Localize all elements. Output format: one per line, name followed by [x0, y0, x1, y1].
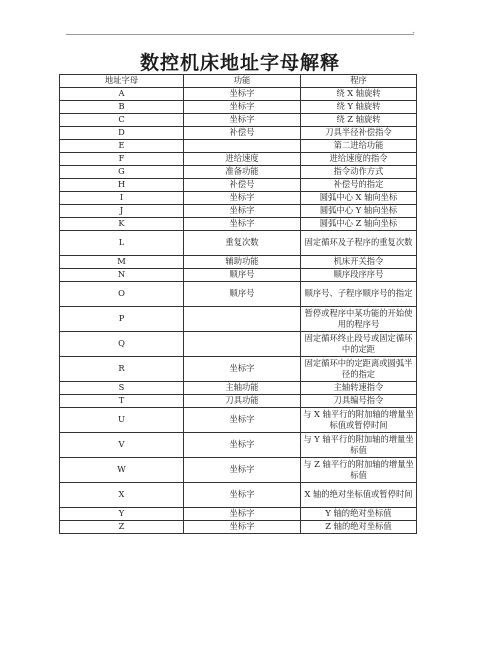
program-cell: 圆弧中心 Y 轴向坐标 — [301, 205, 417, 218]
letter-cell: I — [60, 192, 184, 205]
function-cell: 坐标字 — [184, 114, 301, 127]
program-cell: 绕 X 轴旋转 — [301, 88, 417, 101]
program-cell: 圆弧中心 Z 轴向坐标 — [301, 218, 417, 231]
table-row — [60, 282, 417, 307]
letter-cell: Z — [60, 521, 184, 534]
program-cell: 暂停或程序中某功能的开始使用的程序号 — [301, 307, 417, 332]
letter-cell: F — [60, 153, 184, 166]
function-cell — [184, 332, 301, 357]
table-row — [60, 127, 417, 140]
function-cell — [184, 307, 301, 332]
program-cell: 补偿号的指定 — [301, 179, 417, 192]
table-row — [60, 395, 417, 408]
program-cell: 刀具半径补偿指令 — [301, 127, 417, 140]
function-cell — [184, 140, 301, 153]
table-body — [60, 88, 417, 534]
function-cell: 主轴功能 — [184, 382, 301, 395]
function-cell: 坐标字 — [184, 458, 301, 483]
function-cell: 进给速度 — [184, 153, 301, 166]
table-row — [60, 433, 417, 458]
table-row — [60, 192, 417, 205]
program-cell: 顺序段序序号 — [301, 269, 417, 282]
table-row — [60, 231, 417, 256]
letter-cell: V — [60, 433, 184, 458]
function-cell: 坐标字 — [184, 483, 301, 508]
function-cell: 坐标字 — [184, 433, 301, 458]
function-cell: 准备功能 — [184, 166, 301, 179]
function-cell: 坐标字 — [184, 508, 301, 521]
program-cell: 指令动作方式 — [301, 166, 417, 179]
page-title: 数控机床地址字母解释 — [139, 52, 340, 74]
table-row — [60, 140, 417, 153]
letter-cell: W — [60, 458, 184, 483]
letter-cell: B — [60, 101, 184, 114]
function-cell: 坐标字 — [184, 218, 301, 231]
function-cell: 辅助功能 — [184, 256, 301, 269]
program-cell: Y 轴的绝对坐标值 — [301, 508, 417, 521]
table-row — [60, 382, 417, 395]
letter-cell: R — [60, 357, 184, 382]
program-cell: 机床开关指令 — [301, 256, 417, 269]
program-cell: 第二进给功能 — [301, 140, 417, 153]
table-row — [60, 307, 417, 332]
function-cell: 坐标字 — [184, 101, 301, 114]
program-cell: 进给速度的指令 — [301, 153, 417, 166]
table-header-row — [60, 75, 417, 88]
letter-cell: C — [60, 114, 184, 127]
program-cell: X 轴的绝对坐标值或暂停时间 — [301, 483, 417, 508]
function-cell: 刀具功能 — [184, 395, 301, 408]
letter-cell: X — [60, 483, 184, 508]
letter-cell: A — [60, 88, 184, 101]
letter-cell: E — [60, 140, 184, 153]
function-cell: 顺序号 — [184, 269, 301, 282]
program-cell: 主轴转速指令 — [301, 382, 417, 395]
program-cell: 与 Z 轴平行的附加轴的增量坐标值 — [301, 458, 417, 483]
table-row — [60, 205, 417, 218]
program-cell: 刀具编号指令 — [301, 395, 417, 408]
program-cell: 绕 Z 轴旋转 — [301, 114, 417, 127]
function-cell: 坐标字 — [184, 205, 301, 218]
program-cell: 绕 Y 轴旋转 — [301, 101, 417, 114]
table-row — [60, 179, 417, 192]
letter-cell: D — [60, 127, 184, 140]
letter-cell: Y — [60, 508, 184, 521]
table-row — [60, 153, 417, 166]
function-cell: 坐标字 — [184, 521, 301, 534]
letter-cell: T — [60, 395, 184, 408]
table-row — [60, 269, 417, 282]
letter-cell: J — [60, 205, 184, 218]
letter-cell: M — [60, 256, 184, 269]
function-cell: 坐标字 — [184, 192, 301, 205]
table-row — [60, 483, 417, 508]
table-row — [60, 408, 417, 433]
program-cell: Z 轴的绝对坐标值 — [301, 521, 417, 534]
letter-cell: O — [60, 282, 184, 307]
letter-cell: N — [60, 269, 184, 282]
table-row — [60, 218, 417, 231]
table-row — [60, 166, 417, 179]
letter-cell: K — [60, 218, 184, 231]
program-cell: 圆弧中心 X 轴向坐标 — [301, 192, 417, 205]
function-cell: 重复次数 — [184, 231, 301, 256]
letter-cell: H — [60, 179, 184, 192]
table-row — [60, 521, 417, 534]
program-cell: 固定循环终止段号或固定循环中的定距 — [301, 332, 417, 357]
function-cell: 补偿号 — [184, 179, 301, 192]
header-letter: 地址字母 — [60, 75, 184, 88]
program-cell: 顺序号、子程序顺序号的指定 — [301, 282, 417, 307]
letter-cell: Q — [60, 332, 184, 357]
table-row — [60, 458, 417, 483]
program-cell: 固定循环及子程序的重复次数 — [301, 231, 417, 256]
function-cell: 顺序号 — [184, 282, 301, 307]
function-cell: 补偿号 — [184, 127, 301, 140]
letter-cell: P — [60, 307, 184, 332]
function-cell: 坐标字 — [184, 88, 301, 101]
address-letter-table — [59, 74, 417, 534]
letter-cell: G — [60, 166, 184, 179]
header-function: 功能 — [184, 75, 301, 88]
program-cell: 固定循环中的定距离或圆弧半径的指定 — [301, 357, 417, 382]
letter-cell: S — [60, 382, 184, 395]
table-row — [60, 332, 417, 357]
letter-cell: L — [60, 231, 184, 256]
table-row — [60, 88, 417, 101]
program-cell: 与 X 轴平行的附加轴的增量坐标值或暂停时间 — [301, 408, 417, 433]
function-cell: 坐标字 — [184, 357, 301, 382]
header-program: 程序 — [301, 75, 417, 88]
function-cell: 坐标字 — [184, 408, 301, 433]
table-row — [60, 357, 417, 382]
program-cell: 与 Y 轴平行的附加轴的增量坐标值 — [301, 433, 417, 458]
table-row — [60, 256, 417, 269]
letter-cell: U — [60, 408, 184, 433]
header-rule — [66, 34, 414, 35]
table-row — [60, 508, 417, 521]
page-mark-icon — [412, 31, 415, 34]
table-row — [60, 101, 417, 114]
table-row — [60, 114, 417, 127]
